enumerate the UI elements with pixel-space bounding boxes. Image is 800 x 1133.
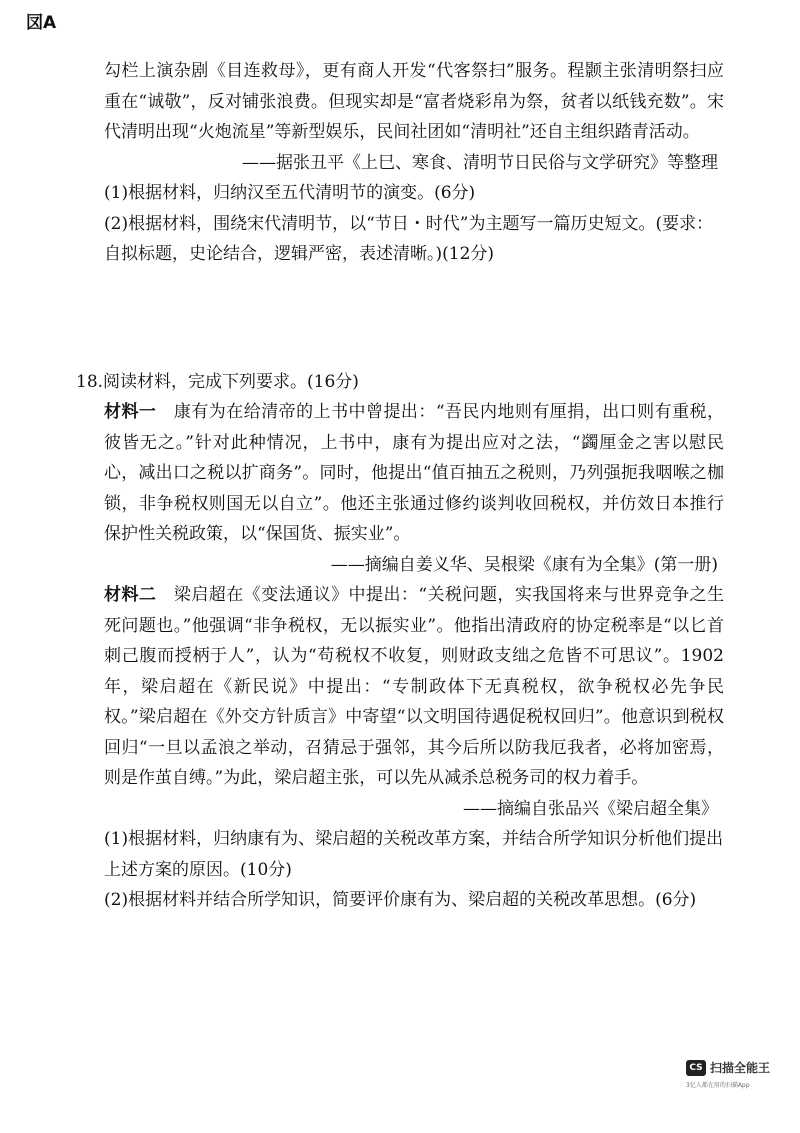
material-1-text: 康有为在给清帝的上书中曾提出：“吾民内地则有厘捐，出口则有重税，彼皆无之。”针对此种情况，上书中，康有为提出应对之法，“蠲厘金之害以慰民心，减出口之税以扩商务”。同时，他提出“值百抽五之税则，乃列强扼我咽喉之枷锁，非争税权则国无以自立”。他还主张通过修约谈判收回税权，并仿效日本推行保护性关税政策，以“保国货、振实业”。 xyxy=(104,402,724,544)
q18-material-1 xyxy=(104,397,724,550)
q17-subquestion-2: (2)根据材料，围绕宋代清明节，以“节日・时代”为主题写一篇历史短文。(要求：自拟标题，史论结合，逻辑严密，表述清晰。)(12分) xyxy=(104,213,714,264)
material-1-label: 材料一 xyxy=(104,402,157,422)
q18-material-1-source: ——摘编自姜义华、吴根梁《康有为全集》(第一册) xyxy=(330,554,718,575)
q17-source: ——据张丑平《上巳、寒食、清明节日民俗与文学研究》等整理 xyxy=(242,152,718,173)
material-2-text: 梁启超在《变法通议》中提出：“关税问题，实我国将来与世界竞争之生死问题也。”他强调“非争税权，无以振实业”。他指出清政府的协定税率是“以匕首刺己腹而授柄于人”，认为“苟税权不收复，则财政支绌之危皆不可思议”。1902年，梁启超在《新民说》中提出：“专制政体下无真税权，欲争税权必先争民权。”梁启超在《外交方针质言》中寄望“以文明国待遇促税权回归”。他意识到税权回归“一旦以孟浪之举动，召猜忌于强邻，其今后所以防我厄我者，必将加密焉，则是作茧自缚。”为此，梁启超主张，可以先从减杀总税务司的权力着手。 xyxy=(104,585,724,788)
exam-page xyxy=(76,56,724,916)
q17-subquestion-1: (1)根据材料，归纳汉至五代清明节的演变。(6分) xyxy=(104,183,476,203)
q18-heading: 18.阅读材料，完成下列要求。(16分) xyxy=(76,371,359,392)
q17-material-tail: 勾栏上演杂剧《目连救母》，更有商人开发“代客祭扫”服务。程颢主张清明祭扫应重在“诚敬”，反对铺张浪费。但现实却是“富者烧彩帛为祭，贫者以纸钱充数”。宋代清明出现“火炮流星”等新型娱乐，民间社团如“清明社”还自主组织踏青活动。 xyxy=(104,61,724,142)
q18-subquestion-2: (2)根据材料并结合所学知识，简要评价康有为、梁启超的关税改革思想。(6分) xyxy=(104,890,697,910)
answer-space xyxy=(104,270,724,367)
watermark-name: 扫描全能王 xyxy=(710,1061,771,1075)
corner-mark: 㘝A xyxy=(26,13,57,33)
q18-subquestion-1: (1)根据材料，归纳康有为、梁启超的关税改革方案，并结合所学知识分析他们提出上述方案的原因。(10分) xyxy=(104,829,724,880)
camscanner-icon: CS xyxy=(686,1060,706,1076)
q18-material-2 xyxy=(104,580,724,794)
scanner-watermark xyxy=(686,1059,796,1089)
material-2-label: 材料二 xyxy=(104,585,157,605)
q18-material-2-source: ——摘编自张品兴《梁启超全集》 xyxy=(463,798,718,819)
watermark-tagline: 3亿人都在用的扫描App xyxy=(686,1082,750,1089)
